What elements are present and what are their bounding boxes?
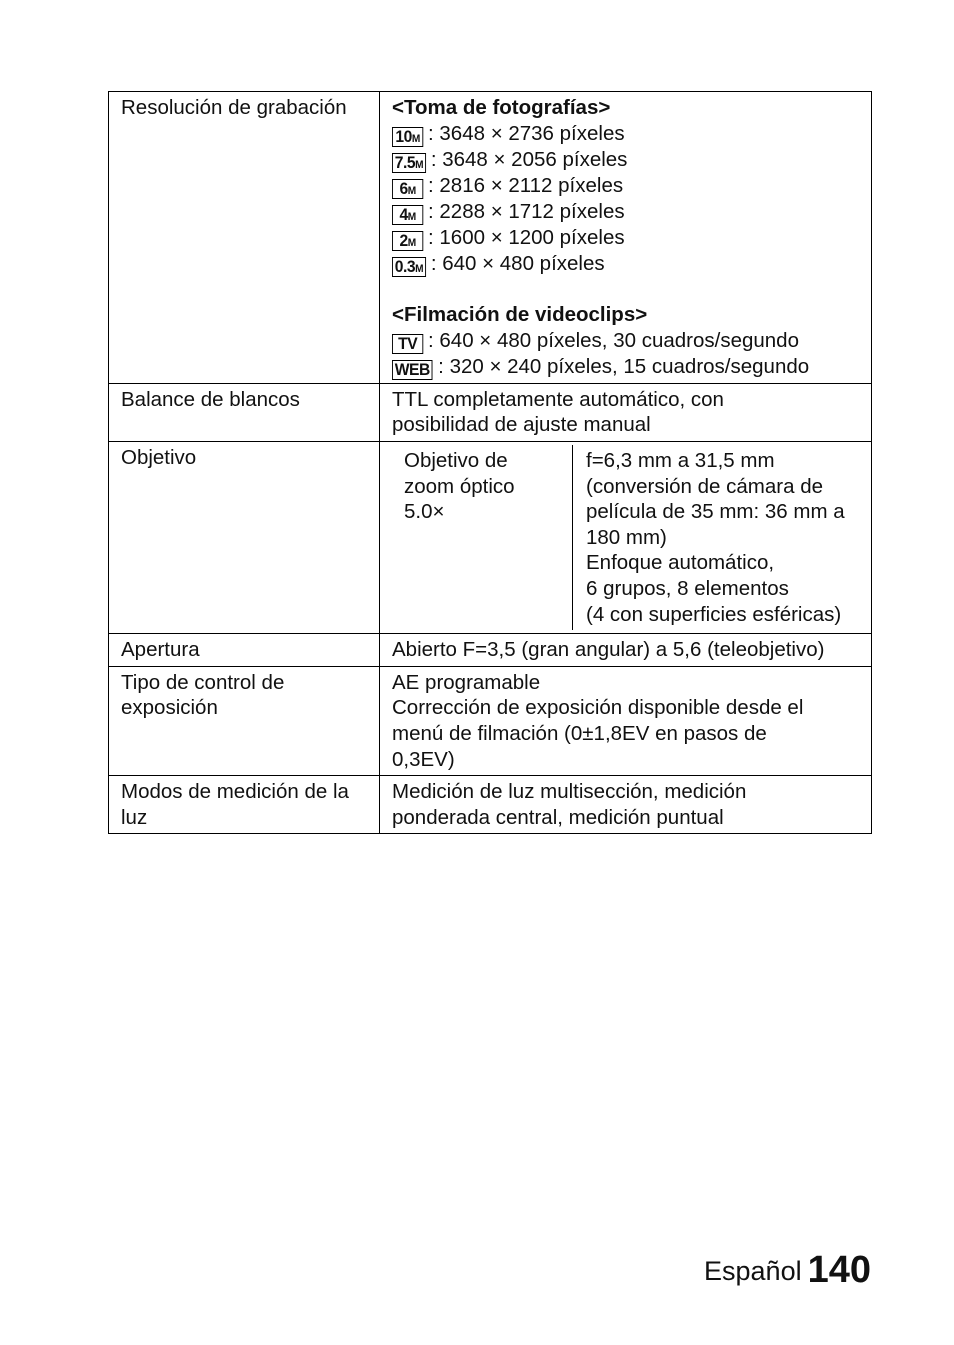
resolution-0-3m-icon: 0.3M <box>392 257 426 277</box>
white-balance-value: TTL completamente automático, con posibilidad de ajuste manual <box>380 383 872 441</box>
video-web-icon: WEB <box>392 360 433 380</box>
row-label: Objetivo <box>109 441 380 633</box>
lens-type: Objetivo de zoom óptico 5.0× <box>392 445 573 630</box>
video-heading: <Filmación de videoclips> <box>392 303 648 327</box>
specifications-table <box>108 91 872 834</box>
video-mode-web: WEB : 320 × 240 píxeles, 15 cuadros/segundo <box>392 354 861 380</box>
row-label: Tipo de control de exposición <box>109 666 380 775</box>
resolution-value-cell <box>380 92 872 384</box>
resolution-10m-icon: 10M <box>392 127 423 147</box>
photo-heading: <Toma de fotografías> <box>392 96 611 119</box>
video-tv-icon: TV <box>392 334 423 354</box>
resolution-6m-icon: 6M <box>392 179 423 199</box>
lens-details: f=6,3 mm a 31,5 mm (conversión de cámara de película de 35 mm: 36 mm a 180 mm) Enfoque automático, 6 grupos, 8 elementos (4 con superficies esféricas) <box>586 448 845 626</box>
resolution-4m-icon: 4M <box>392 205 423 225</box>
table-row <box>109 776 872 834</box>
resolution-mode-0-3m: 0.3M : 640 × 480 píxeles <box>392 251 861 277</box>
aperture-value: Abierto F=3,5 (gran angular) a 5,6 (teleobjetivo) <box>380 634 872 667</box>
resolution-mode-7-5m: 7.5M : 3648 × 2056 píxeles <box>392 147 861 173</box>
resolution-mode-2m: 2M : 1600 × 1200 píxeles <box>392 225 861 251</box>
table-row <box>109 441 872 633</box>
resolution-mode-6m: 6M : 2816 × 2112 píxeles <box>392 173 861 199</box>
page-footer <box>704 1249 871 1291</box>
exposure-value: AE programable Corrección de exposición disponible desde el menú de filmación (0±1,8EV en pasos de 0,3EV) <box>380 666 872 775</box>
row-label: Modos de medición de la luz <box>109 776 380 834</box>
resolution-mode-4m: 4M : 2288 × 1712 píxeles <box>392 199 861 225</box>
lens-value-cell <box>380 441 872 633</box>
metering-value: Medición de luz multisección, medición ponderada central, medición puntual <box>380 776 872 834</box>
footer-language: Español <box>704 1256 802 1286</box>
table-row <box>109 634 872 667</box>
video-mode-tv: TV : 640 × 480 píxeles, 30 cuadros/segundo <box>392 328 861 354</box>
resolution-2m-icon: 2M <box>392 231 423 251</box>
row-label: Apertura <box>109 634 380 667</box>
table-row <box>109 383 872 441</box>
table-row <box>109 92 872 384</box>
resolution-7-5m-icon: 7.5M <box>392 153 426 173</box>
resolution-mode-10m: 10M : 3648 × 2736 píxeles <box>392 121 861 147</box>
row-label: Balance de blancos <box>109 383 380 441</box>
table-row <box>109 666 872 775</box>
page-number: 140 <box>807 1249 871 1291</box>
row-label: Resolución de grabación <box>109 92 380 384</box>
